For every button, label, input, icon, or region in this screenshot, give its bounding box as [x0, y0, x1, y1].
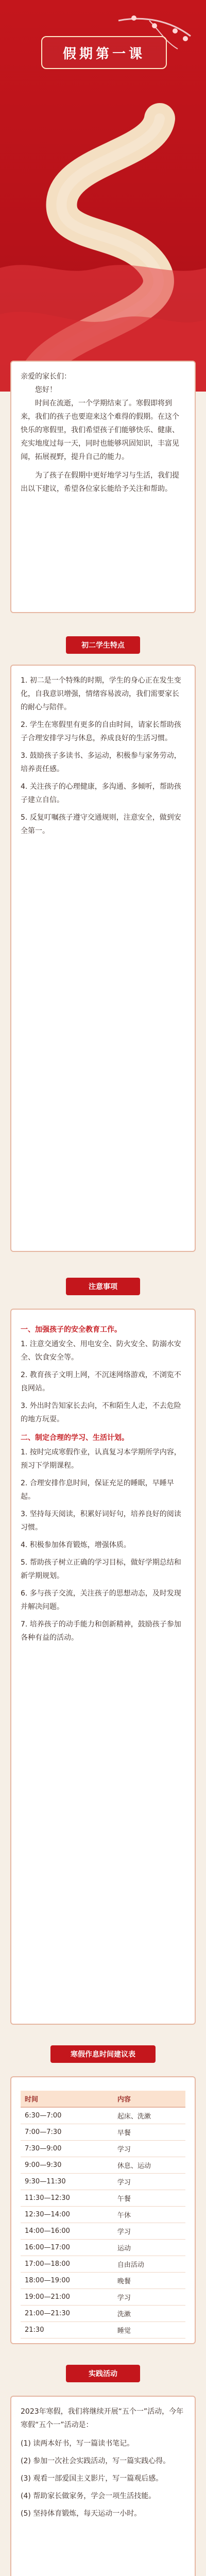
letter-greeting: 您好！	[35, 386, 57, 394]
notes-item-5: 2. 合理安排作息时间，保证充足的睡眠，早睡早起。	[21, 1479, 174, 1501]
content: 运动	[113, 2240, 185, 2256]
time: 7:00—7:30	[21, 2124, 113, 2141]
timetable-card	[10, 2076, 196, 2344]
trait-1: 1. 初二是一个特殊的时期，学生的身心正在发生变化，自我意识增强，情绪容易波动，我们需要家长的耐心与陪伴。	[21, 676, 181, 711]
section-title-student-traits: 初二学生特点	[66, 636, 140, 654]
notes-item-7: 4. 积极参加体育锻炼，增强体质。	[21, 1541, 131, 1549]
practice-item-5: (5) 坚持体育锻炼，每天运动一小时。	[21, 2510, 142, 2518]
time: 9:30—11:30	[21, 2174, 113, 2190]
notes-item-6: 3. 坚持每天阅读，积累好词好句，培养良好的阅读习惯。	[21, 1510, 181, 1532]
hero-title: 假期第一课	[41, 36, 167, 69]
timetable-row	[21, 2289, 185, 2306]
practice-item-2: (2) 参加一次社会实践活动，写一篇实践心得。	[21, 2457, 170, 2465]
timetable	[21, 2091, 185, 2338]
timetable-row	[21, 2240, 185, 2256]
trait-3: 3. 鼓励孩子多读书、多运动，积极参与家务劳动，培养责任感。	[21, 752, 181, 773]
time: 16:00—17:00	[21, 2240, 113, 2256]
practice-item-4: (4) 帮助家长做家务，学会一项生活技能。	[21, 2492, 156, 2500]
notes-item-1: 1. 注意交通安全、用电安全、防火安全、防溺水安全、饮食安全等。	[21, 1340, 181, 1362]
notes-heading-1: 一、加强孩子的安全教育工作。	[21, 1326, 122, 1334]
content: 学习	[113, 2223, 185, 2240]
notes-item-4: 1. 按时完成寒假作业，认真复习本学期所学内容，预习下学期课程。	[21, 1448, 181, 1470]
letter-card	[10, 361, 196, 613]
content: 早餐	[113, 2124, 185, 2141]
timetable-row	[21, 2107, 185, 2124]
letter-paragraph-2: 为了孩子在假期中更好地学习与生活，我们提出以下建议，希望各位家长能给予关注和帮助。	[21, 471, 179, 493]
section-title-practice: 实践活动	[66, 2365, 140, 2382]
notes-item-2: 2. 教育孩子文明上网，不沉迷网络游戏，不浏览不良网站。	[21, 1371, 181, 1393]
timetable-row	[21, 2174, 185, 2190]
practice-item-3: (3) 观看一部爱国主义影片，写一篇观后感。	[21, 2475, 163, 2483]
time: 12:30—14:00	[21, 2207, 113, 2223]
content: 午餐	[113, 2190, 185, 2207]
notes-heading-2: 二、制定合理的学习、生活计划。	[21, 1434, 129, 1442]
time: 17:00—18:00	[21, 2256, 113, 2273]
time: 7:30—9:00	[21, 2141, 113, 2157]
timetable-row	[21, 2256, 185, 2273]
time: 21:00—21:30	[21, 2306, 113, 2322]
timetable-col-time: 时间	[21, 2091, 113, 2107]
timetable-col-content: 内容	[113, 2091, 185, 2107]
content: 休息、运动	[113, 2157, 185, 2174]
content: 洗漱	[113, 2306, 185, 2322]
practice-item-1: (1) 读两本好书，写一篇读书笔记。	[21, 2439, 134, 2448]
timetable-row	[21, 2223, 185, 2240]
notes-item-10: 7. 培养孩子的动手能力和创新精神，鼓励孩子参加各种有益的活动。	[21, 1620, 181, 1642]
time: 19:00—21:00	[21, 2289, 113, 2306]
content: 睡觉	[113, 2322, 185, 2338]
trait-2: 2. 学生在寒假里有更多的自由时间，请家长帮助孩子合理安排学习与休息，养成良好的生活习惯。	[21, 721, 181, 742]
letter-paragraph-1: 时间在流逝，一个学期结束了。寒假即将到来，我们的孩子也要迎来这个难得的假期。在这个快乐的寒假里，我们希望孩子们能够快乐、健康、充实地度过每一天，同时也能够巩固知识，丰富见闻，拓展视野，提升自己的能力。	[21, 399, 179, 461]
timetable-row	[21, 2207, 185, 2223]
content: 学习	[113, 2141, 185, 2157]
section-title-timetable: 寒假作息时间建议表	[50, 2045, 156, 2063]
timetable-row	[21, 2322, 185, 2338]
practice-intro: 2023年寒假，我们将继续开展“五个一”活动，今年寒假“五个一”活动是：	[21, 2408, 184, 2429]
notes-item-3: 3. 外出时告知家长去向，不和陌生人走，不去危险的地方玩耍。	[21, 1402, 181, 1423]
section-title-notes: 注意事项	[66, 1278, 140, 1295]
traits-card	[10, 665, 196, 1252]
notes-item-9: 6. 多与孩子交流，关注孩子的思想动态，及时发现并解决问题。	[21, 1589, 181, 1611]
letter-salute: 亲爱的家长们：	[21, 372, 71, 381]
timetable-row	[21, 2190, 185, 2207]
time: 9:00—9:30	[21, 2157, 113, 2174]
timetable-row	[21, 2141, 185, 2157]
timetable-row	[21, 2306, 185, 2322]
practice-card	[10, 2396, 196, 2576]
hero-banner	[0, 0, 206, 392]
time: 18:00—19:00	[21, 2273, 113, 2289]
content: 学习	[113, 2174, 185, 2190]
timetable-row	[21, 2157, 185, 2174]
trait-4: 4. 关注孩子的心理健康，多沟通、多倾听，帮助孩子建立自信。	[21, 783, 181, 804]
timetable-row	[21, 2124, 185, 2141]
timetable-header-row	[21, 2091, 185, 2107]
notes-item-8: 5. 帮助孩子树立正确的学习目标，做好学期总结和新学期规划。	[21, 1558, 181, 1580]
trait-5: 5. 反复叮嘱孩子遵守交通规则，注意安全，做到安全第一。	[21, 814, 181, 835]
timetable-row	[21, 2273, 185, 2289]
content: 自由活动	[113, 2256, 185, 2273]
content: 起床、洗漱	[113, 2107, 185, 2124]
content: 晚餐	[113, 2273, 185, 2289]
notes-card	[10, 1309, 196, 2025]
content: 午休	[113, 2207, 185, 2223]
content: 学习	[113, 2289, 185, 2306]
time: 6:30—7:00	[21, 2107, 113, 2124]
time: 21:30	[21, 2322, 113, 2338]
time: 14:00—16:00	[21, 2223, 113, 2240]
time: 11:30—12:30	[21, 2190, 113, 2207]
